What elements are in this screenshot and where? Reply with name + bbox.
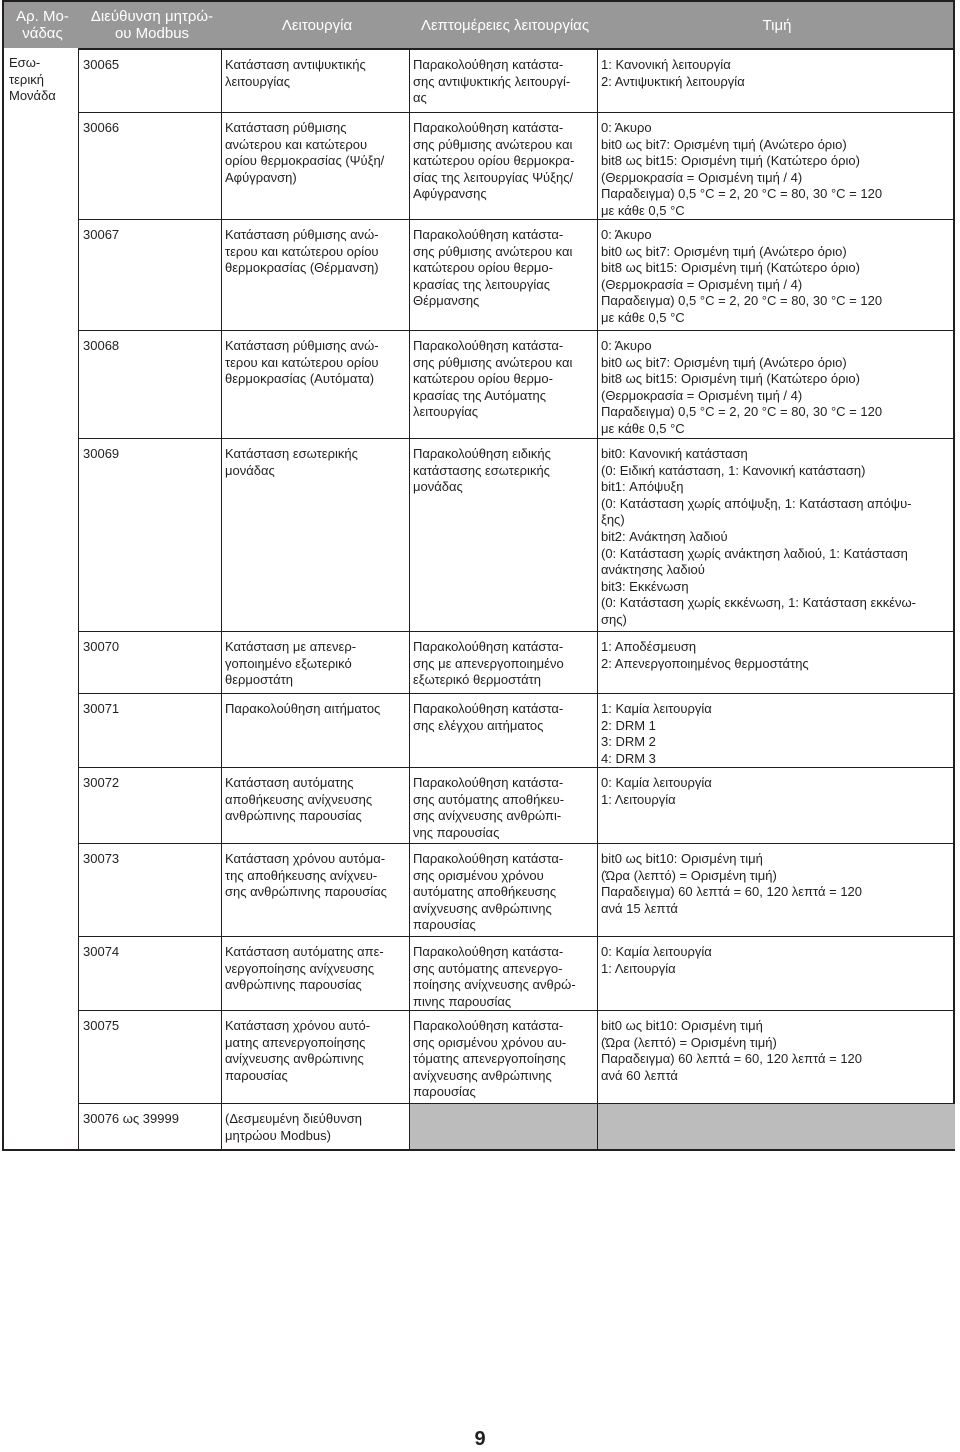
- details-text-line: ανίχνευσης ανθρώπινης: [413, 900, 552, 916]
- address-cell: [79, 439, 221, 631]
- value-cell: [597, 331, 955, 438]
- value-text-line: 1: Αποδέσμευση: [601, 639, 697, 654]
- details-text-line: Παρακολούθηση κατάστα-: [413, 120, 564, 135]
- value-text-line: (Θερμοκρασία = Ορισμένη τιμή / 4): [601, 276, 803, 292]
- value-text-line: 0: Άκυρο: [601, 227, 652, 242]
- function-text-line: τερου και κατώτερου ορίου: [225, 354, 379, 370]
- address-cell: [79, 220, 221, 330]
- value-text-line: bit8 ως bit15: Ορισμένη τιμή (Κατώτερο όριο): [601, 260, 860, 276]
- details-text-line: μονάδας: [413, 479, 463, 495]
- function-text-line: Παρακολούθηση αιτήματος: [225, 701, 381, 716]
- table-row: [79, 1010, 955, 1103]
- value-cell: [597, 844, 955, 936]
- value-text-line: 4: DRM 3: [601, 750, 656, 766]
- value-text-line: (0: Κατάσταση χωρίς ανάκτηση λαδιού, 1: Κατάσταση: [601, 545, 908, 561]
- details-text-line: κρασίας της Αυτόματης: [413, 387, 547, 403]
- register-address: 30068: [83, 338, 120, 353]
- details-cell: [409, 632, 597, 693]
- value-text-line: ανά 15 λεπτά: [601, 900, 678, 916]
- value-text-line: Παραδειγμα) 0,5 °C = 2, 20 °C = 80, 30 °C = 120: [601, 404, 883, 420]
- value-text-line: bit0 ως bit10: Ορισμένη τιμή: [601, 1018, 763, 1033]
- table-row: [79, 438, 955, 631]
- details-text-line: παρουσίας: [413, 1084, 476, 1100]
- value-cell: [597, 632, 955, 693]
- details-text-line: Παρακολούθηση κατάστα-: [413, 338, 564, 353]
- function-cell: [221, 844, 409, 936]
- details-text-line: νης παρουσίας: [413, 824, 500, 840]
- table-row: [79, 767, 955, 843]
- value-text-line: Παραδειγμα) 0,5 °C = 2, 20 °C = 80, 30 °C = 120: [601, 186, 883, 202]
- address-cell: [79, 113, 221, 219]
- value-cell: [597, 220, 955, 330]
- register-address: 30066: [83, 120, 120, 135]
- function-text-line: ματης απενεργοποίησης: [225, 1034, 366, 1050]
- header-value-label: Τιμή: [762, 16, 792, 34]
- function-text-line: θερμοκρασίας (Θέρμανση): [225, 260, 379, 276]
- value-text-line: Παραδειγμα) 60 λεπτά = 60, 120 λεπτά = 120: [601, 1051, 863, 1067]
- value-text-line: 0: Άκυρο: [601, 338, 652, 353]
- function-text-line: θερμοστάτη: [225, 672, 293, 688]
- value-text-line: 2: DRM 1: [601, 717, 656, 733]
- address-cell: [79, 937, 221, 1010]
- table-row: [79, 843, 955, 936]
- function-text-line: Κατάσταση χρόνου αυτό-: [225, 1018, 371, 1033]
- value-cell: [597, 768, 955, 843]
- value-text-line: με κάθε 0,5 °C: [601, 420, 685, 436]
- value-text-line: (0: Κατάσταση χωρίς απόψυξη, 1: Κατάσταση απόψυ-: [601, 495, 912, 511]
- address-cell: [79, 1011, 221, 1103]
- value-text-line: bit0 ως bit7: Ορισμένη τιμή (Ανώτερο όριο): [601, 136, 847, 152]
- details-cell: [409, 439, 597, 631]
- value-text-line: 0: Καμία λειτουργία: [601, 775, 712, 790]
- value-text-line: (Θερμοκρασία = Ορισμένη τιμή / 4): [601, 169, 803, 185]
- value-text-line: 0: Άκυρο: [601, 120, 652, 135]
- details-cell: [409, 844, 597, 936]
- value-text-line: bit0: Κανονική κατάσταση: [601, 446, 748, 461]
- value-text-line: bit8 ως bit15: Ορισμένη τιμή (Κατώτερο όριο): [601, 153, 860, 169]
- details-text-line: ας: [413, 90, 427, 106]
- register-address: 30065: [83, 57, 120, 72]
- value-cell: [597, 439, 955, 631]
- function-cell: [221, 632, 409, 693]
- details-text-line: κατώτερου ορίου θερμο-: [413, 371, 553, 387]
- header-details-label: Λεπτομέρειες λειτουργίας: [420, 16, 590, 34]
- details-text-line: Παρακολούθηση κατάστα-: [413, 944, 564, 959]
- details-text-line: ποίησης ανίχνευσης ανθρώ-: [413, 977, 576, 993]
- function-text-line: Κατάσταση ρύθμισης: [225, 120, 347, 135]
- details-text-line: σίας της λειτουργίας Ψύξης/: [413, 169, 574, 185]
- details-text-line: Παρακολούθηση κατάστα-: [413, 775, 564, 790]
- function-cell: [221, 439, 409, 631]
- address-cell: [79, 694, 221, 767]
- register-address: 30073: [83, 851, 120, 866]
- header-section-label: Αρ. Μο- νάδας: [16, 8, 69, 42]
- value-cell: [597, 694, 955, 767]
- details-text-line: Παρακολούθηση κατάστα-: [413, 639, 564, 654]
- details-text-line: σης αυτόματης απενεργο-: [413, 960, 563, 976]
- table-row: [79, 219, 955, 330]
- value-text-line: 1: Λειτουργία: [601, 791, 676, 807]
- address-cell: [79, 331, 221, 438]
- function-text-line: σης ανθρώπινης παρουσίας: [225, 884, 387, 900]
- value-cell: [597, 1104, 955, 1149]
- value-text-line: 1: Λειτουργία: [601, 960, 676, 976]
- value-text-line: 3: DRM 2: [601, 734, 656, 750]
- function-text-line: Κατάσταση αυτόματης απε-: [225, 944, 384, 959]
- function-cell: [221, 220, 409, 330]
- function-cell: [221, 694, 409, 767]
- function-cell: [221, 1011, 409, 1103]
- value-text-line: bit0 ως bit10: Ορισμένη τιμή: [601, 851, 763, 866]
- section-label-line: Μονάδα: [9, 88, 56, 104]
- details-text-line: σης με απενεργοποιημένο: [413, 655, 564, 671]
- function-text-line: νεργοποίησης ανίχνευσης: [225, 960, 375, 976]
- details-text-line: λειτουργίας: [413, 404, 479, 420]
- function-text-line: γοποιημένο εξωτερικό: [225, 655, 352, 671]
- function-text-line: Κατάσταση ρύθμισης ανώ-: [225, 338, 379, 353]
- details-text-line: Παρακολούθηση κατάστα-: [413, 57, 564, 72]
- function-text-line: παρουσίας: [225, 1067, 288, 1083]
- details-text-line: Παρακολούθηση ειδικής: [413, 446, 551, 461]
- function-cell: [221, 331, 409, 438]
- register-address: 30069: [83, 446, 120, 461]
- details-text-line: κρασίας της λειτουργίας: [413, 276, 550, 292]
- section-cell: [2, 48, 79, 1151]
- details-cell: [409, 694, 597, 767]
- details-cell: [409, 937, 597, 1010]
- address-cell: [79, 768, 221, 843]
- details-text-line: ανίχνευσης ανθρώπινης: [413, 1067, 552, 1083]
- column-divider: [409, 48, 410, 1149]
- details-text-line: πινης παρουσίας: [413, 993, 512, 1009]
- address-cell: [79, 50, 221, 112]
- details-cell: [409, 768, 597, 843]
- value-text-line: (0: Κατάσταση χωρίς εκκένωση, 1: Κατάσταση εκκένω-: [601, 595, 917, 611]
- register-address: 30067: [83, 227, 120, 242]
- header-function-label: Λειτουργία: [281, 16, 353, 34]
- details-text-line: κατώτερου ορίου θερμοκρα-: [413, 153, 575, 169]
- value-text-line: Παραδειγμα) 0,5 °C = 2, 20 °C = 80, 30 °C = 120: [601, 293, 883, 309]
- register-address: 30074: [83, 944, 120, 959]
- function-text-line: Κατάσταση με απενερ-: [225, 639, 357, 654]
- value-text-line: 2: Απενεργοποιημένος θερμοστάτης: [601, 655, 809, 671]
- details-text-line: σης ρύθμισης ανώτερου και: [413, 243, 573, 259]
- details-cell: [409, 50, 597, 112]
- function-cell: [221, 937, 409, 1010]
- table-row: [79, 48, 955, 112]
- function-cell: [221, 768, 409, 843]
- function-text-line: Κατάσταση αυτόματης: [225, 775, 354, 790]
- value-text-line: bit8 ως bit15: Ορισμένη τιμή (Κατώτερο όριο): [601, 371, 860, 387]
- table-row: [79, 693, 955, 767]
- table-row: [79, 112, 955, 219]
- details-text-line: Παρακολούθηση κατάστα-: [413, 851, 564, 866]
- value-text-line: ξης): [601, 512, 625, 528]
- function-text-line: ανθρώπινης παρουσίας: [225, 808, 362, 824]
- function-text-line: ανίχνευσης ανθρώπινης: [225, 1051, 364, 1067]
- address-cell: [79, 844, 221, 936]
- details-cell: [409, 1104, 597, 1149]
- function-text-line: αποθήκευσης ανίχνευσης: [225, 791, 373, 807]
- value-text-line: (0: Ειδική κατάσταση, 1: Κανονική κατάσταση): [601, 462, 866, 478]
- address-cell: [79, 632, 221, 693]
- value-text-line: με κάθε 0,5 °C: [601, 202, 685, 218]
- register-address: 30071: [83, 701, 120, 716]
- value-text-line: bit2: Ανάκτηση λαδιού: [601, 528, 728, 544]
- value-text-line: bit1: Απόψυξη: [601, 479, 684, 495]
- register-address: 30076 ως 39999: [83, 1111, 179, 1126]
- value-cell: [597, 937, 955, 1010]
- details-text-line: Παρακολούθηση κατάστα-: [413, 701, 564, 716]
- function-text-line: Κατάσταση εσωτερικής: [225, 446, 358, 461]
- value-text-line: με κάθε 0,5 °C: [601, 309, 685, 325]
- table-row: [79, 1103, 955, 1149]
- function-cell: [221, 113, 409, 219]
- value-text-line: (Θερμοκρασία = Ορισμένη τιμή / 4): [601, 387, 803, 403]
- function-text-line: τερου και κατώτερου ορίου: [225, 243, 379, 259]
- value-text-line: (Ώρα (λεπτό) = Ορισμένη τιμή): [601, 867, 777, 883]
- details-text-line: Θέρμανσης: [413, 293, 480, 309]
- details-text-line: σης ανίχνευσης ανθρώπι-: [413, 808, 562, 824]
- details-text-line: σης ρύθμισης ανώτερου και: [413, 136, 573, 152]
- value-text-line: σης): [601, 611, 627, 627]
- details-text-line: σης ελέγχου αιτήματος: [413, 717, 544, 733]
- value-text-line: bit0 ως bit7: Ορισμένη τιμή (Ανώτερο όριο): [601, 243, 847, 259]
- details-text-line: σης ορισμένου χρόνου αυ-: [413, 1034, 567, 1050]
- function-text-line: (Δεσμευμένη διεύθυνση: [225, 1111, 362, 1126]
- function-text-line: ανώτερου και κατώτερου: [225, 136, 368, 152]
- value-text-line: ανάκτησης λαδιού: [601, 562, 705, 578]
- column-divider: [221, 48, 222, 1149]
- details-text-line: αυτόματης αποθήκευσης: [413, 884, 557, 900]
- function-text-line: Κατάσταση ρύθμισης ανώ-: [225, 227, 379, 242]
- value-cell: [597, 50, 955, 112]
- function-cell: [221, 1104, 409, 1149]
- value-cell: [597, 113, 955, 219]
- details-text-line: σης αντιψυκτικής λειτουργί-: [413, 73, 571, 89]
- details-text-line: Αφύγρανσης: [413, 186, 487, 202]
- details-text-line: τόματης απενεργοποίησης: [413, 1051, 566, 1067]
- function-text-line: λειτουργίας: [225, 73, 291, 89]
- details-text-line: κατάστασης εσωτερικής: [413, 462, 550, 478]
- details-text-line: κατώτερου ορίου θερμο-: [413, 260, 553, 276]
- value-text-line: 1: Κανονική λειτουργία: [601, 57, 731, 72]
- details-text-line: Παρακολούθηση κατάστα-: [413, 227, 564, 242]
- function-text-line: ορίου θερμοκρασίας (Ψύξη/: [225, 153, 385, 169]
- details-cell: [409, 113, 597, 219]
- value-cell: [597, 1011, 955, 1103]
- function-text-line: ανθρώπινης παρουσίας: [225, 977, 362, 993]
- value-text-line: Παραδειγμα) 60 λεπτά = 60, 120 λεπτά = 120: [601, 884, 863, 900]
- value-text-line: bit3: Εκκένωση: [601, 578, 689, 594]
- table-row: [79, 330, 955, 438]
- function-text-line: θερμοκρασίας (Αυτόματα): [225, 371, 375, 387]
- details-text-line: σης αυτόματης αποθήκευ-: [413, 791, 565, 807]
- column-divider: [597, 48, 598, 1149]
- value-text-line: bit0 ως bit7: Ορισμένη τιμή (Ανώτερο όριο): [601, 354, 847, 370]
- value-text-line: ανά 60 λεπτά: [601, 1067, 678, 1083]
- table-row: [79, 631, 955, 693]
- details-cell: [409, 331, 597, 438]
- details-text-line: Παρακολούθηση κατάστα-: [413, 1018, 564, 1033]
- function-cell: [221, 50, 409, 112]
- value-text-line: 0: Καμία λειτουργία: [601, 944, 712, 959]
- function-text-line: Κατάσταση χρόνου αυτόμα-: [225, 851, 386, 866]
- value-text-line: (Ώρα (λεπτό) = Ορισμένη τιμή): [601, 1034, 777, 1050]
- table-row: [79, 936, 955, 1010]
- register-address: 30075: [83, 1018, 120, 1033]
- function-text-line: μονάδας: [225, 462, 275, 478]
- register-address: 30070: [83, 639, 120, 654]
- details-text-line: εξωτερικό θερμοστάτη: [413, 672, 541, 688]
- function-text-line: της αποθήκευσης ανίχνευ-: [225, 867, 378, 883]
- details-cell: [409, 1011, 597, 1103]
- section-label-line: Εσω-: [9, 55, 41, 70]
- value-text-line: 2: Αντιψυκτική λειτουργία: [601, 73, 745, 89]
- section-label-line: τερική: [9, 71, 44, 87]
- value-text-line: 1: Καμία λειτουργία: [601, 701, 712, 716]
- page-number: 9: [474, 1428, 486, 1450]
- register-address: 30072: [83, 775, 120, 790]
- details-text-line: σης ρύθμισης ανώτερου και: [413, 354, 573, 370]
- header-address-label: Διεύθυνση μητρώ- ου Modbus: [90, 8, 214, 42]
- function-text-line: μητρώου Modbus): [225, 1127, 331, 1143]
- function-text-line: Αφύγρανση): [225, 169, 297, 185]
- details-cell: [409, 220, 597, 330]
- address-cell: [79, 1104, 221, 1149]
- details-text-line: παρουσίας: [413, 917, 476, 933]
- function-text-line: Κατάσταση αντιψυκτικής: [225, 57, 366, 72]
- details-text-line: σης ορισμένου χρόνου: [413, 867, 544, 883]
